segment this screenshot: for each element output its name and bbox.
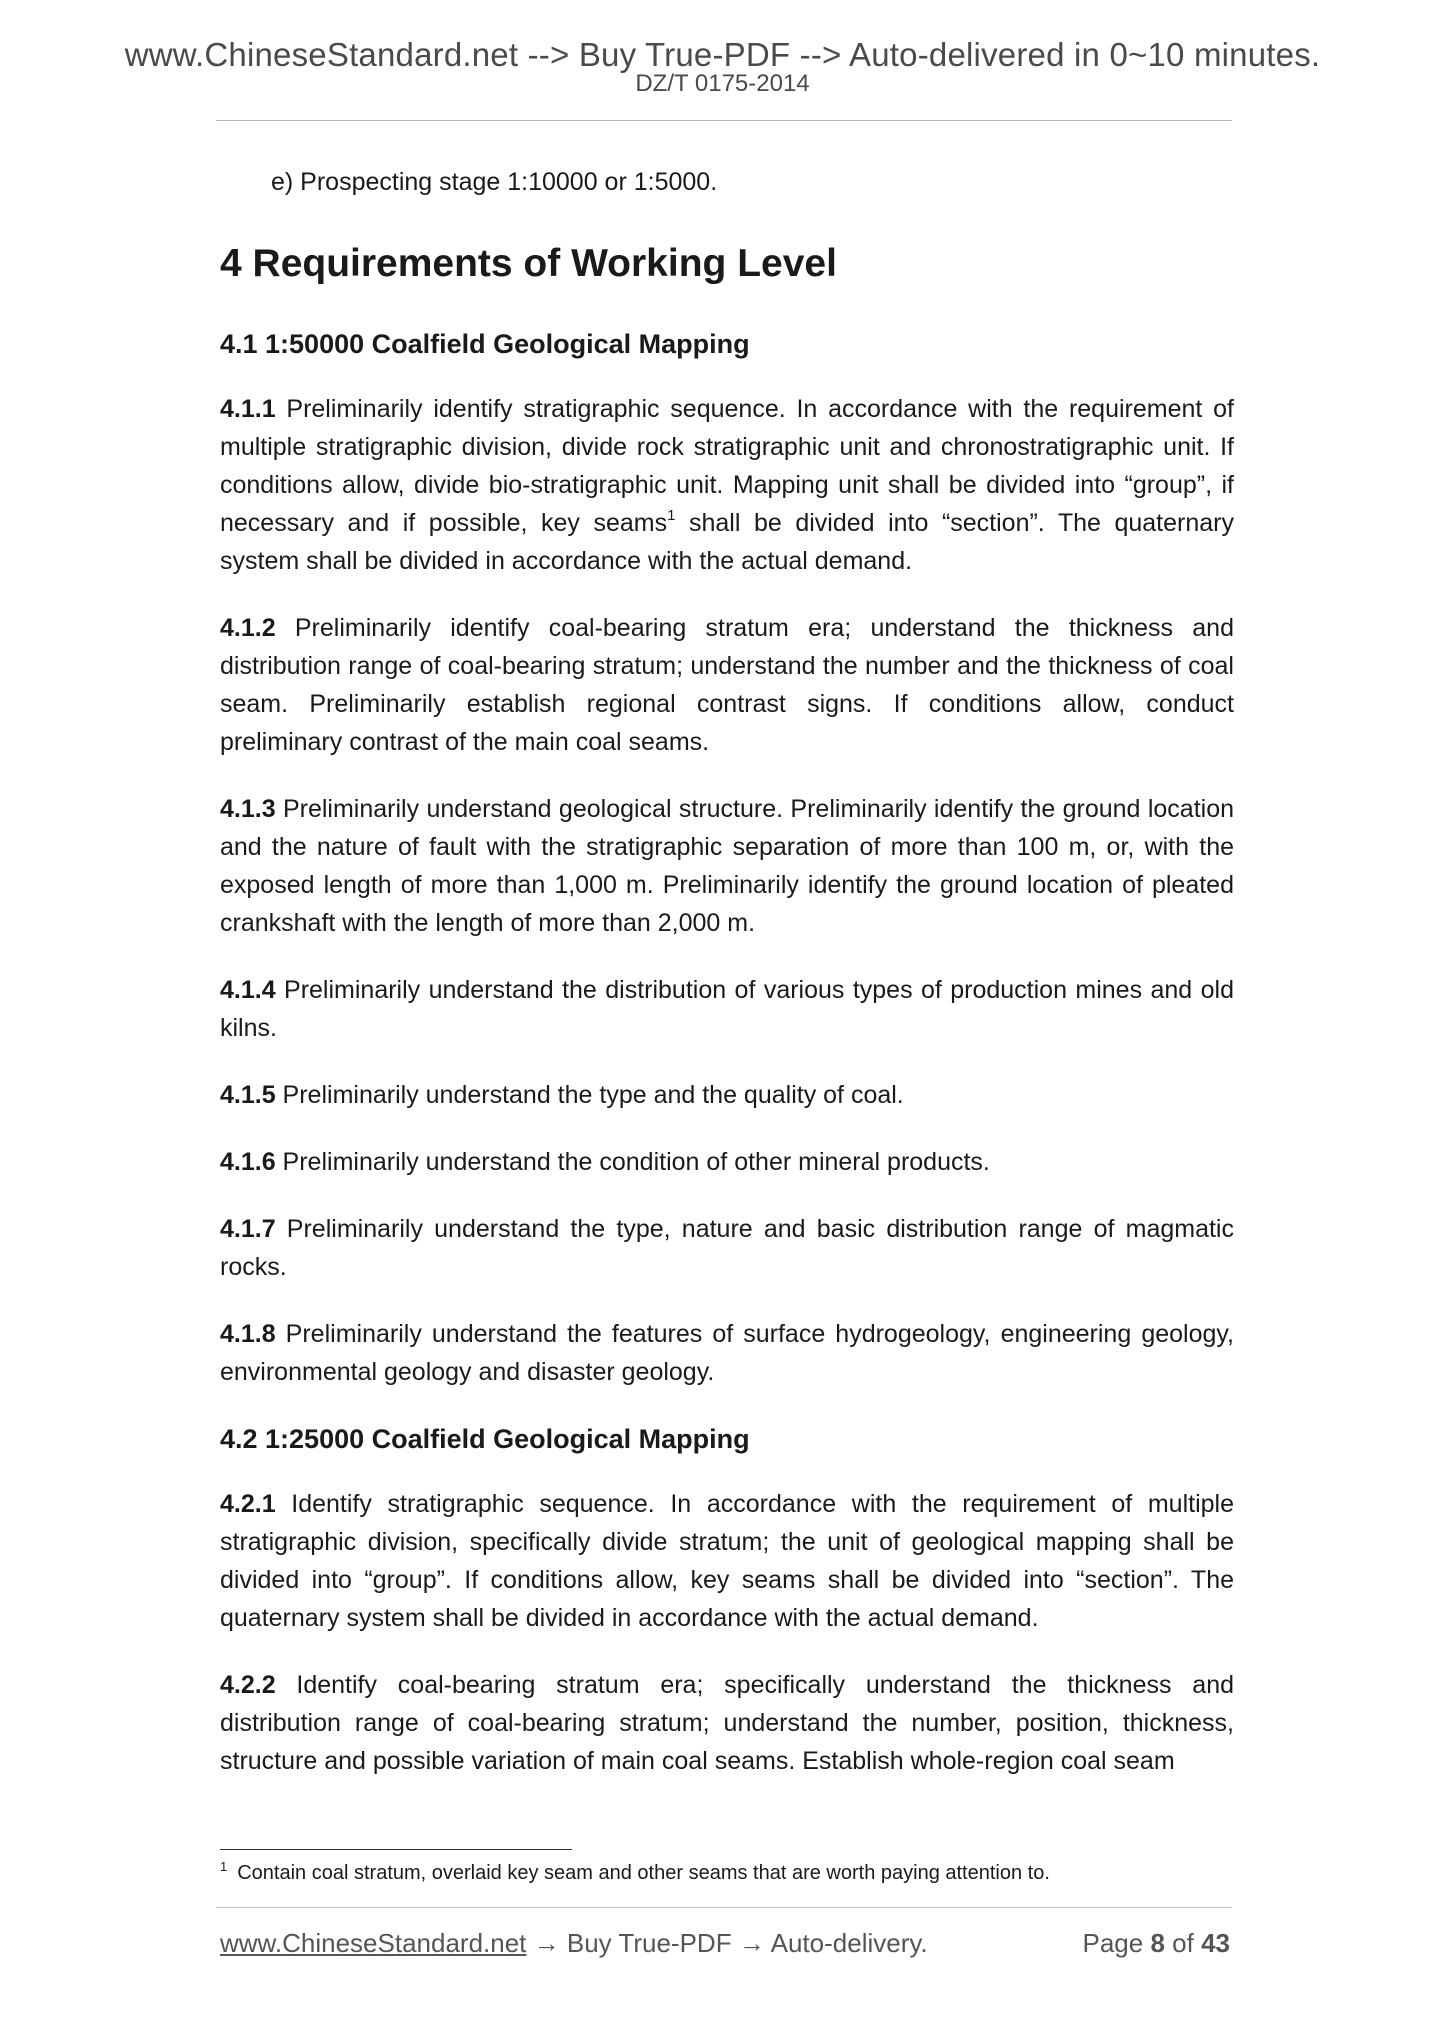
footer-website-link[interactable]: www.ChineseStandard.net xyxy=(220,1928,527,1958)
clause-text: Identify stratigraphic sequence. In accordance with the requirement of multiple stratigraphic division, specifically divide stratum; the unit of geological mapping shall be divided into “group”. If conditions allow, key seams shall be divided into “section”. The quaternary system shall be divided in accordance with the actual demand. xyxy=(220,1490,1234,1632)
standard-code: DZ/T 0175-2014 xyxy=(635,70,810,97)
clause-4-1-2 xyxy=(220,609,1234,761)
page-total: 43 xyxy=(1201,1928,1230,1958)
footer-delivery-text: Auto-delivery. xyxy=(770,1928,928,1958)
top-banner[interactable]: www.ChineseStandard.net --> Buy True-PDF --> Auto-delivered in 0~10 minutes. xyxy=(124,36,1321,73)
footnote-text: Contain coal stratum, overlaid key seam and other seams that are worth paying attention to. xyxy=(237,1862,1050,1884)
page-footer xyxy=(220,1927,1230,1959)
clause-number: 4.1.3 xyxy=(220,795,276,823)
page-number: 8 xyxy=(1150,1928,1165,1958)
clause-text: shall be divided into “section”. The quaternary system shall be divided in accordance with the actual demand. xyxy=(220,509,1234,575)
clause-4-1-5 xyxy=(220,1076,1234,1114)
clause-4-1-8 xyxy=(220,1315,1234,1391)
clause-4-1-7 xyxy=(220,1210,1234,1286)
clause-text: Preliminarily understand the features of surface hydrogeology, engineering geology, environmental geology and disaster geology. xyxy=(220,1320,1234,1386)
clause-number: 4.1.4 xyxy=(220,976,276,1004)
clause-number: 4.1.2 xyxy=(220,614,276,642)
clause-4-1-1 xyxy=(220,390,1234,580)
clause-number: 4.1.5 xyxy=(220,1081,276,1109)
clause-text: Preliminarily understand geological structure. Preliminarily identify the ground location and the nature of fault with the stratigraphic separation of more than 100 m, or, with the exposed length of more than 1,000 m. Preliminarily identify the ground location of pleated crankshaft with the length of more than 2,000 m. xyxy=(220,795,1234,937)
footnote xyxy=(220,1859,1230,1887)
section-heading: 4 Requirements of Working Level xyxy=(220,242,837,285)
document-body xyxy=(220,163,1234,1809)
clause-text: Identify coal-bearing stratum era; specifically understand the thickness and distribution range of coal-bearing stratum; understand the number, position, thickness, structure and possible variation of main coal seams. Establish whole-region coal seam xyxy=(220,1671,1234,1775)
clause-4-1-6 xyxy=(220,1143,1234,1181)
clause-number: 4.1.8 xyxy=(220,1320,276,1348)
footnote-ref[interactable]: 1 xyxy=(667,507,676,524)
clause-text: Preliminarily understand the type, nature and basic distribution range of magmatic rocks. xyxy=(220,1215,1234,1281)
footnote-marker: 1 xyxy=(220,1859,228,1874)
page-label: Page xyxy=(1082,1928,1144,1958)
subsection-heading-4-1: 4.1 1:50000 Coalfield Geological Mapping xyxy=(220,329,750,359)
footnote-divider xyxy=(220,1849,572,1850)
clause-text: Preliminarily identify coal-bearing stratum era; understand the thickness and distribution range of coal-bearing stratum; understand the number and the thickness of coal seam. Preliminarily establish regional contrast signs. If conditions allow, conduct preliminary contrast of the main coal seams. xyxy=(220,614,1234,756)
clause-4-1-4 xyxy=(220,971,1234,1047)
of-label: of xyxy=(1172,1928,1194,1958)
subsection-heading-4-2: 4.2 1:25000 Coalfield Geological Mapping xyxy=(220,1424,750,1454)
clause-number: 4.1.6 xyxy=(220,1148,276,1176)
clause-number: 4.1.7 xyxy=(220,1215,276,1243)
clause-text: Preliminarily understand the type and the quality of coal. xyxy=(275,1081,904,1109)
header-divider xyxy=(216,120,1232,121)
page-indicator xyxy=(1082,1927,1230,1959)
clause-text: Preliminarily identify stratigraphic sequence. In accordance with the requirement of multiple stratigraphic division, divide rock stratigraphic unit and chronostratigraphic unit. If conditions allow, divide bio-stratigraphic unit. Mapping unit shall be divided into “group”, if necessary and if possible, key seams xyxy=(220,395,1234,537)
clause-text: Preliminarily understand the distribution of various types of production mines and old kilns. xyxy=(220,976,1234,1042)
clause-4-2-2 xyxy=(220,1666,1234,1780)
list-item-e: e) Prospecting stage 1:10000 or 1:5000. xyxy=(271,168,718,196)
clause-text: Preliminarily understand the condition of other mineral products. xyxy=(275,1148,990,1176)
clause-number: 4.1.1 xyxy=(220,395,276,423)
clause-4-1-3 xyxy=(220,790,1234,942)
arrow-right-icon: → xyxy=(533,1928,560,1958)
clause-4-2-1 xyxy=(220,1485,1234,1637)
footer-divider xyxy=(216,1907,1232,1908)
arrow-right-icon: → xyxy=(738,1928,765,1958)
clause-number: 4.2.1 xyxy=(220,1490,276,1518)
clause-number: 4.2.2 xyxy=(220,1671,276,1699)
footer-buy-text: Buy True-PDF xyxy=(566,1928,732,1958)
